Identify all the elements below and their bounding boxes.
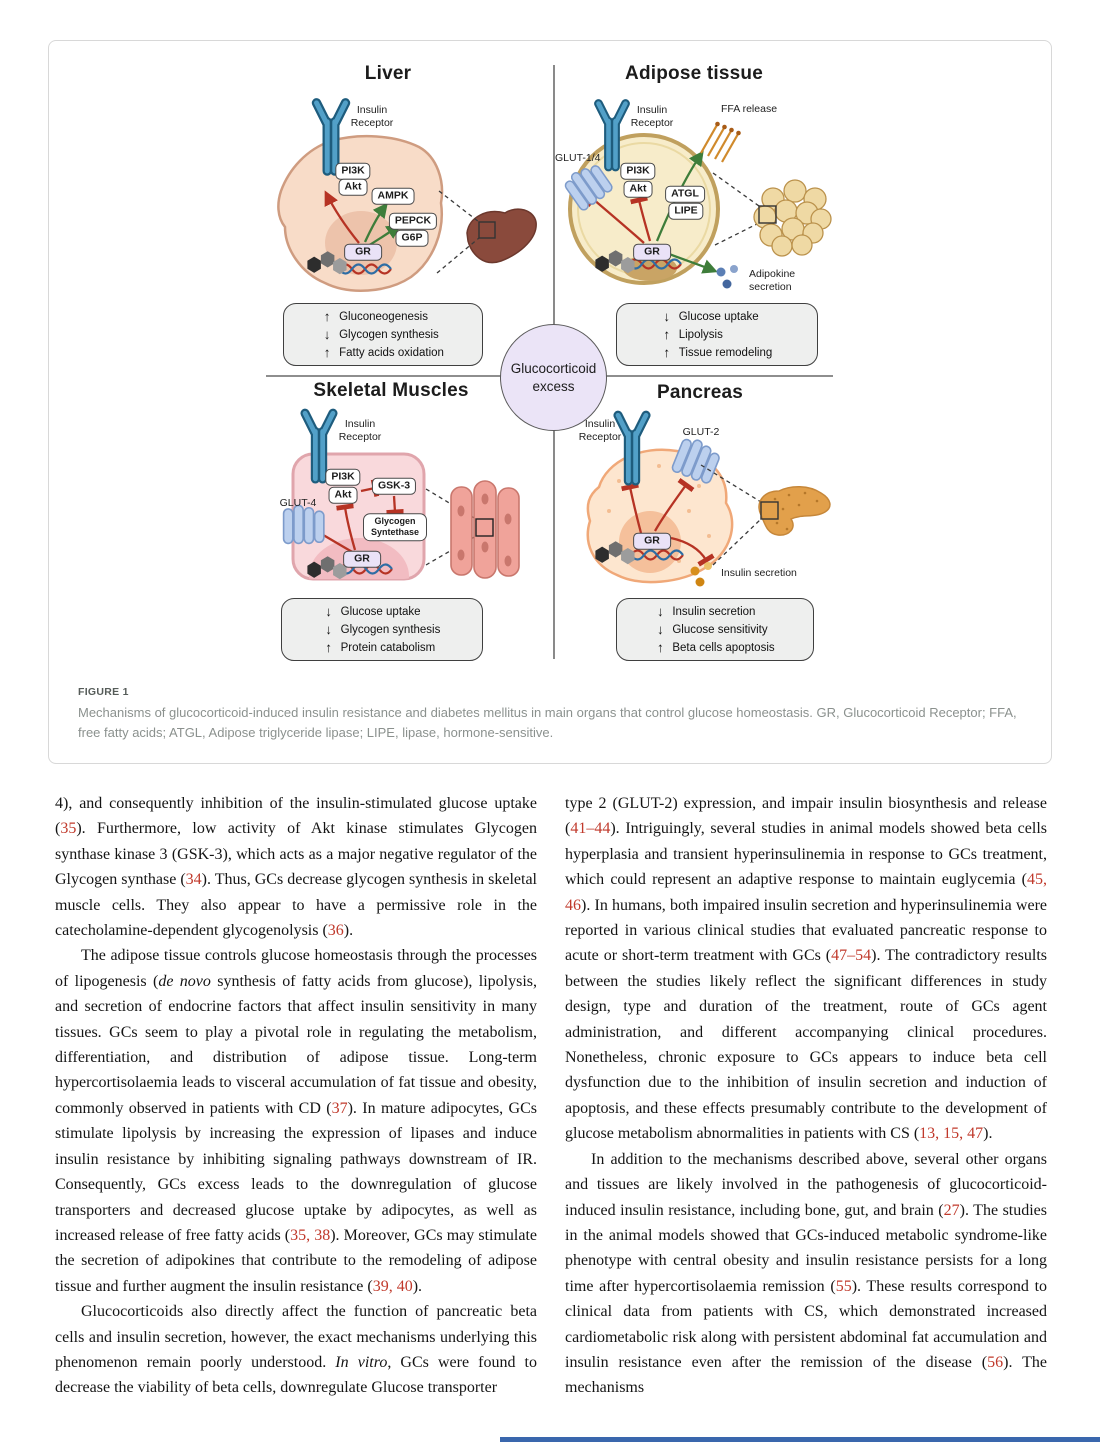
effect-row: ↓ Glucose uptake xyxy=(325,604,421,619)
liver-pi3k-box: PI3K xyxy=(335,163,370,180)
liver-gr-box: GR xyxy=(344,244,382,261)
adipose-gr-box: GR xyxy=(633,244,671,261)
page-bottom-accent-bar xyxy=(500,1437,1100,1442)
glut-2-label: GLUT-2 xyxy=(682,426,720,438)
quadrant-title-adipose: Adipose tissue xyxy=(625,63,763,84)
muscle-glycogen-synthetase-box: Glycogen Syntethase xyxy=(363,513,427,541)
figure-1-panel xyxy=(48,40,1052,764)
adipose-effects-box xyxy=(616,303,818,366)
body-paragraph: type 2 (GLUT-2) expression, and impair insulin biosynthesis and release (41–44). Intriguingly, several studies in animal models showed beta cells hyperplasia and transient hyperinsulinemia in response to GCs treatment, which could represent an adaptive response to maintain euglycemia (45, 46). In humans, both impaired insulin secretion and hyperinsulinemia were reported in various clinical studies that evaluated pancreatic response to acute or short-term treatment with GCs (47–54). The contradictory results between the studies likely reflect the significant differences in study design, type and duration of the treatment, route of GCs agent administration, and different accompanying clinical procedures. Nonetheless, chronic exposure to GCs appears to induce beta cell dysfunction due to the inhibition of insulin secretion and induction of apoptosis, and these effects presumably contribute to the development of glucose metabolism abnormalities in patients with CS (13, 15, 47). xyxy=(565,795,1048,1143)
article-body xyxy=(55,791,1047,1401)
effect-row: ↑ Fatty acids oxidation xyxy=(323,345,444,360)
adipose-pi3k-box: PI3K xyxy=(620,163,655,180)
quadrant-title-muscle: Skeletal Muscles xyxy=(313,380,469,401)
muscle-effects-box xyxy=(281,598,483,661)
figure-caption-text: Mechanisms of glucocorticoid-induced insulin resistance and diabetes mellitus in main organs that control glucose homeostasis. GR, Glucocorticoid Receptor; FFA, free fatty acids; ATGL, Adipose triglyceride lipase; LIPE, lipase, hormone-sensitive. xyxy=(78,705,1017,740)
liver-effects-box xyxy=(283,303,483,366)
effect-row: ↑ Lipolysis xyxy=(663,327,723,342)
pancreas-insulin-receptor-label: Insulin Receptor xyxy=(578,418,622,444)
muscle-gr-box: GR xyxy=(343,551,381,568)
liver-insulin-receptor-label: Insulin Receptor xyxy=(350,104,394,130)
citation-ref: 55 xyxy=(835,1277,852,1295)
citation-ref: 35, 38 xyxy=(290,1226,331,1244)
citation-ref: 13, 15, 47 xyxy=(919,1125,984,1143)
citation-ref: 45, 46 xyxy=(565,871,1047,914)
ffa-release-icon xyxy=(701,122,741,162)
quadrant-title-liver: Liver xyxy=(364,63,412,84)
citation-ref: 36 xyxy=(327,922,344,940)
liver-organ-icon xyxy=(437,191,536,273)
liver-akt-box: Akt xyxy=(339,179,368,196)
liver-g6p-box: G6P xyxy=(395,230,428,247)
adipokine-secretion-label: Adipokine secretion xyxy=(749,268,796,294)
effect-row: ↑ Tissue remodeling xyxy=(663,345,773,360)
liver-ampk-box: AMPK xyxy=(372,188,415,205)
insulin-secretion-label: Insulin secretion xyxy=(721,567,797,579)
glut-4-label: GLUT-4 xyxy=(279,497,317,509)
effect-row: ↓ Glucose sensitivity xyxy=(656,622,768,637)
hub-label-line2: excess xyxy=(532,378,575,394)
effect-row: ↑ Gluconeogenesis xyxy=(323,309,428,324)
adipose-lipe-box: LIPE xyxy=(668,203,703,220)
citation-ref: 39, 40 xyxy=(372,1277,413,1295)
citation-ref: 47–54 xyxy=(831,947,872,965)
muscle-pi3k-box: PI3K xyxy=(325,469,360,486)
ffa-release-label: FFA release xyxy=(721,103,778,115)
body-paragraph: Glucocorticoids also directly affect the function of pancreatic beta cells and insulin secretion, however, the exact mechanisms underlying this phenomenon remain poorly understood. In vitro, GCs were found to decrease the viability of beta cells, downregulate Glucose transporter xyxy=(55,1303,538,1397)
pancreas-effects-box xyxy=(616,598,814,661)
adipose-akt-box: Akt xyxy=(624,181,653,198)
effect-row: ↑ Protein catabolism xyxy=(325,640,436,655)
effect-row: ↓ Glycogen synthesis xyxy=(325,622,441,637)
body-paragraph: 4), and consequently inhibition of the insulin-stimulated glucose uptake (35). Furthermore, low activity of Akt kinase stimulates Glycogen synthase kinase 3 (GSK-3), which acts as a major negative regulator of the Glycogen synthase (34). Thus, GCs decrease glycogen synthesis in skeletal muscle cells. They also appear to have a permissive role in the catecholamine-dependent glycogenolysis (36). xyxy=(55,795,537,940)
citation-ref: 35 xyxy=(60,820,77,838)
effect-row: ↑ Beta cells apoptosis xyxy=(656,640,775,655)
citation-ref: 56 xyxy=(987,1353,1004,1371)
liver-pepck-box: PEPCK xyxy=(389,213,437,230)
muscle-akt-box: Akt xyxy=(329,487,358,504)
effect-row: ↓ Glycogen synthesis xyxy=(323,327,439,342)
right-column xyxy=(565,791,1047,1401)
pancreas-gr-box: GR xyxy=(633,533,671,550)
muscle-fibers-organ-icon xyxy=(426,481,519,578)
hub-label-line1: Glucocorticoid xyxy=(510,360,597,376)
muscle-gsk3-box: GSK-3 xyxy=(372,478,416,495)
muscle-insulin-receptor-label: Insulin Receptor xyxy=(338,418,382,444)
effect-row: ↓ Glucose uptake xyxy=(663,309,759,324)
citation-ref: 34 xyxy=(185,871,202,889)
citation-ref: 27 xyxy=(943,1201,960,1219)
quadrant-title-pancreas: Pancreas xyxy=(656,382,744,403)
body-paragraph: In addition to the mechanisms described above, several other organs and tissues are likely involved in the pathogenesis of glucocorticoid-induced insulin resistance, including bone, gut, and brain (27). The studies in the animal models showed that GCs-induced metabolic syndrome-like phenotype with central obesity and insulin resistance persists for a long time after hypercortisolaemia remission (55). These results correspond to clinical data from patients with CS, which demonstrated increased cardiometabolic risk along with persistent abdominal fat accumulation and insulin resistance even after the remission of the disease (56). The mechanisms xyxy=(565,1150,1048,1397)
left-column xyxy=(55,791,537,1401)
figure-caption-label: FIGURE 1 xyxy=(78,686,129,698)
citation-ref: 41–44 xyxy=(570,820,611,838)
body-paragraph: The adipose tissue controls glucose homeostasis through the processes of lipogenesis (de novo synthesis of fatty acids from glucose), lipolysis, and secretion of endocrine factors that affect insulin sensitivity in many tissues. GCs seem to play a pivotal role in regulating the metabolism, differentiation, and distribution of adipose tissue. Long-term hypercortisolaemia leads to visceral accumulation of fat tissue and obesity, commonly observed in patients with CD (37). In mature adipocytes, GCs stimulate lipolysis by increasing the expression of lipases and induce insulin resistance by inhibiting signaling pathways downstream of IR. Consequently, GCs excess leads to the downregulation of glucose transporters and decreased glucose uptake by adipocytes, as well as increased release of free fatty acids (35, 38). Moreover, GCs may stimulate the secretion of adipokines that contribute to the remodeling of adipose tissue and further augment the insulin resistance (39, 40). xyxy=(55,947,538,1295)
muscle-glut4-transporter-icon xyxy=(284,505,324,543)
adipose-tissue-organ-icon xyxy=(713,173,831,256)
glucocorticoid-excess-hub xyxy=(500,324,607,431)
glut-1-4-label: GLUT-1/4 xyxy=(555,152,601,164)
adipose-atgl-box: ATGL xyxy=(665,186,705,203)
adipose-insulin-receptor-label: Insulin Receptor xyxy=(630,104,674,130)
effect-row: ↓ Insulin secretion xyxy=(656,604,756,619)
citation-ref: 37 xyxy=(331,1099,348,1117)
adipokine-dots-icon xyxy=(717,265,739,289)
